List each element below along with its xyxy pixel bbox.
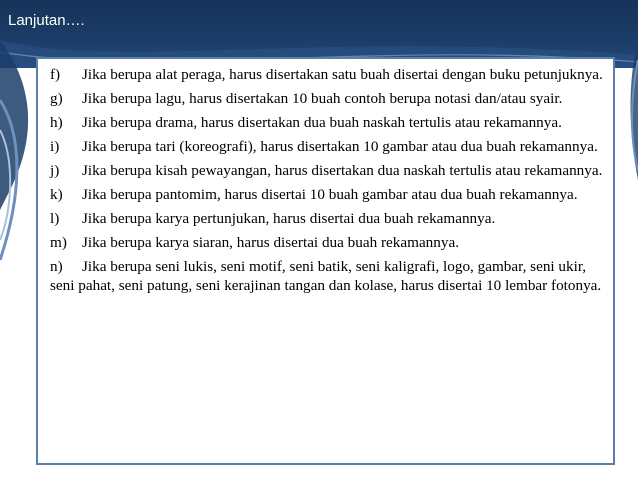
left-swoosh-decoration	[0, 40, 40, 270]
list-item-text: Jika berupa karya pertunjukan, harus disertai dua buah rekamannya.	[82, 210, 496, 227]
list-item	[50, 89, 605, 108]
list-item-text: Jika berupa lagu, harus disertakan 10 buah contoh berupa notasi dan/atau syair.	[82, 90, 563, 107]
slide-title: Lanjutan….	[8, 12, 85, 29]
list-marker: f)	[50, 66, 61, 83]
list-item-text: Jika berupa drama, harus disertakan dua buah naskah tertulis atau rekamannya.	[82, 114, 562, 131]
list-marker: g)	[50, 90, 63, 107]
list-item	[50, 209, 605, 228]
list-marker: h)	[50, 114, 63, 131]
list-item-text: Jika berupa karya siaran, harus disertai dua buah rekamannya.	[82, 234, 460, 251]
list-item	[50, 185, 605, 204]
requirements-list	[38, 59, 613, 295]
list-marker: j)	[50, 162, 60, 179]
list-marker: n)	[50, 258, 63, 275]
list-item-text: Jika berupa seni lukis, seni motif, seni batik, seni kaligrafi, logo, gambar, seni ukir, seni pahat, seni patung, seni kerajinan tangan dan kolase, harus disertai 10 lembar fotonya.	[50, 258, 602, 294]
list-item-text: Jika berupa alat peraga, harus disertakan satu buah disertai dengan buku petunjuknya.	[82, 66, 603, 83]
list-item	[50, 113, 605, 132]
list-item	[50, 137, 605, 156]
list-marker: l)	[50, 210, 60, 227]
list-marker: i)	[50, 138, 60, 155]
list-item-text: Jika berupa tari (koreografi), harus disertakan 10 gambar atau dua buah rekamannya.	[82, 138, 598, 155]
list-item	[50, 233, 605, 252]
list-item-text: Jika berupa pantomim, harus disertai 10 buah gambar atau dua buah rekamannya.	[82, 186, 578, 203]
list-marker: k)	[50, 186, 63, 203]
content-box	[36, 57, 615, 465]
list-item-text: Jika berupa kisah pewayangan, harus disertakan dua naskah tertulis atau rekamannya.	[82, 162, 603, 179]
list-marker: m)	[50, 234, 67, 251]
list-item	[50, 65, 605, 84]
right-swoosh-decoration	[624, 40, 638, 190]
list-item	[50, 161, 605, 180]
list-item	[50, 257, 605, 295]
